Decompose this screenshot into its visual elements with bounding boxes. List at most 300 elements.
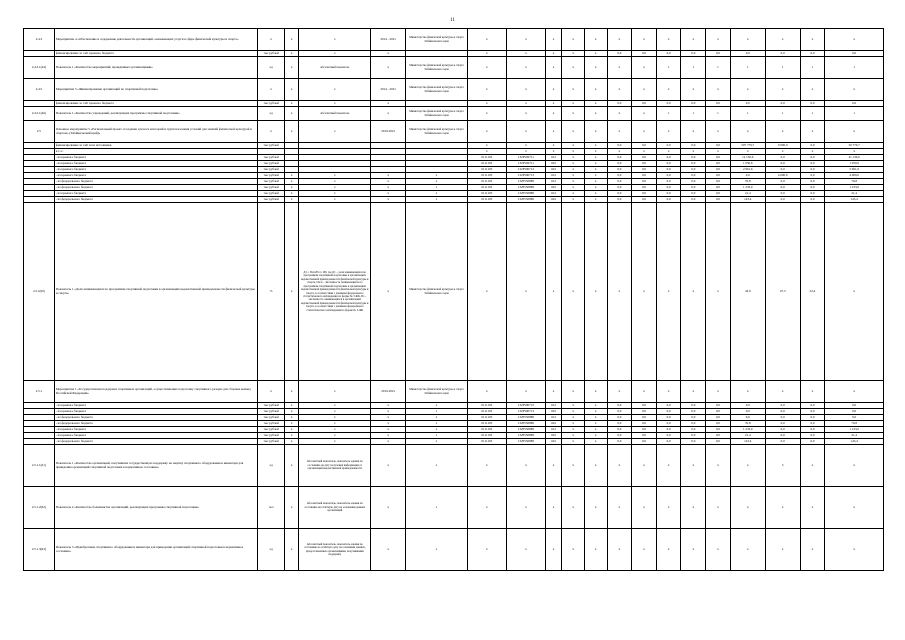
- row-code: 2.4.3.1(44): [24, 57, 55, 79]
- table-cell: х: [656, 445, 681, 487]
- table-cell: 622: [545, 197, 561, 203]
- table-cell: х: [562, 445, 585, 487]
- table-cell: 0,0: [632, 179, 657, 185]
- table-cell: 0,0: [632, 51, 657, 57]
- table-cell: 132Р500713: [506, 173, 545, 179]
- table-cell: х: [284, 179, 298, 185]
- row-code: 2.4.5: [24, 79, 55, 101]
- table-cell: 0,0: [765, 439, 800, 445]
- row-code: 2.5.1.1(61): [24, 445, 55, 487]
- table-cell: х: [545, 79, 561, 101]
- table-cell: х: [299, 427, 371, 433]
- table-cell: 612: [545, 427, 561, 433]
- table-cell: тыс рублей: [258, 167, 285, 173]
- table-cell: 0,0: [765, 197, 800, 203]
- table-cell: х: [632, 203, 657, 381]
- table-cell: 2019-2021: [371, 381, 406, 403]
- table-cell: 0,0: [800, 197, 825, 203]
- table-cell: 0,0: [681, 415, 706, 421]
- table-cell: 1: [825, 57, 884, 79]
- table-cell: 132Р500711: [506, 155, 545, 161]
- table-cell: 0,0: [681, 409, 706, 415]
- table-cell: х: [730, 381, 765, 403]
- table-cell: 0,0: [607, 101, 632, 107]
- table-row: [24, 203, 884, 381]
- table-cell: х: [299, 433, 371, 439]
- table-cell: 143,4: [730, 197, 765, 203]
- table-cell: х: [545, 149, 561, 155]
- table-cell: тыс рублей: [258, 161, 285, 167]
- table-cell: 0,0: [607, 167, 632, 173]
- table-cell: х: [371, 439, 406, 445]
- table-cell: х: [545, 121, 561, 143]
- table-cell: х: [632, 487, 657, 529]
- table-cell: 0111103: [467, 191, 506, 197]
- table-cell: 0,0: [632, 403, 657, 409]
- table-cell: х: [406, 421, 468, 427]
- table-cell: 0,0: [656, 185, 681, 191]
- table-cell: х: [632, 79, 657, 101]
- table-cell: 0,0: [632, 173, 657, 179]
- table-cell: 2019-2021: [371, 121, 406, 143]
- row-description: финансирование за счёт краевого бюджета: [54, 51, 257, 57]
- table-cell: 0111103: [467, 197, 506, 203]
- table-cell: х: [562, 403, 585, 409]
- table-cell: х: [545, 487, 561, 529]
- table-cell: 0,0: [632, 427, 657, 433]
- table-cell: х: [562, 51, 585, 57]
- table-cell: х: [371, 57, 406, 79]
- table-cell: 0,0: [656, 51, 681, 57]
- table-cell: х: [656, 79, 681, 101]
- table-cell: 612: [545, 155, 561, 161]
- table-cell: х: [284, 51, 298, 57]
- table-cell: 0,0: [730, 101, 765, 107]
- row-description: Показатель 1 «Количество учреждений, реализующих программы спортивной подготовки»: [54, 107, 257, 121]
- table-cell: х: [706, 121, 731, 143]
- table-cell: х: [284, 191, 298, 197]
- row-description: - из федерального бюджета: [54, 439, 257, 445]
- table-cell: х: [765, 381, 800, 403]
- table-cell: х: [706, 529, 731, 571]
- table-cell: 0,0: [632, 415, 657, 421]
- table-cell: х: [681, 149, 706, 155]
- table-cell: х: [284, 57, 298, 79]
- table-cell: х: [765, 487, 800, 529]
- table-cell: 612: [545, 179, 561, 185]
- table-cell: 0,0: [765, 427, 800, 433]
- table-cell: х: [730, 445, 765, 487]
- row-description: - из федерального бюджета: [54, 421, 257, 427]
- table-cell: х: [562, 421, 585, 427]
- table-cell: 0,0: [800, 403, 825, 409]
- table-cell: 0,0: [632, 439, 657, 445]
- table-cell: 0111103: [467, 155, 506, 161]
- table-cell: 1 233,0: [825, 427, 884, 433]
- table-cell: 1: [706, 57, 731, 79]
- table-cell: х: [632, 107, 657, 121]
- table-cell: 1 233,0: [825, 185, 884, 191]
- table-cell: х: [406, 179, 468, 185]
- table-cell: х: [467, 487, 506, 529]
- table-cell: х: [284, 529, 298, 571]
- table-cell: х: [299, 421, 371, 427]
- table-cell: 0,0: [765, 161, 800, 167]
- table-cell: 0,0: [825, 403, 884, 409]
- table-cell: 612: [545, 173, 561, 179]
- table-cell: х: [371, 409, 406, 415]
- table-cell: 0111103: [467, 403, 506, 409]
- table-cell: х: [406, 185, 468, 191]
- table-cell: Абсолютный показатель: [299, 57, 371, 79]
- table-cell: 1 050,6: [825, 161, 884, 167]
- table-cell: 0,0: [706, 161, 731, 167]
- table-cell: 0,0: [681, 197, 706, 203]
- row-description: Основное мероприятие 5 «Региональный проект «Создание для всех категорий и групп населения условий для занятий физической культурой и спортом» (Забайкальский край)»: [54, 121, 257, 143]
- table-cell: 0,0: [706, 51, 731, 57]
- table-cell: х: [584, 433, 607, 439]
- table-cell: х: [800, 29, 825, 51]
- table-cell: х: [545, 107, 561, 121]
- page-number: 11: [450, 18, 455, 23]
- table-cell: х: [284, 185, 298, 191]
- table-cell: 622: [545, 161, 561, 167]
- table-cell: х: [584, 191, 607, 197]
- table-cell: х: [562, 155, 585, 161]
- table-cell: х: [299, 403, 371, 409]
- table-cell: х: [467, 203, 506, 381]
- table-cell: х: [545, 445, 561, 487]
- table-cell: х: [632, 149, 657, 155]
- table-cell: 1: [656, 57, 681, 79]
- table-cell: х: [765, 149, 800, 155]
- table-cell: х: [584, 107, 607, 121]
- table-cell: х: [584, 185, 607, 191]
- table-cell: 0,0: [706, 173, 731, 179]
- table-cell: х: [371, 433, 406, 439]
- table-cell: х: [607, 29, 632, 51]
- table-cell: 0111103: [467, 433, 506, 439]
- table-cell: х: [765, 79, 800, 101]
- table-row: [24, 487, 884, 529]
- table-cell: 0111103: [467, 409, 506, 415]
- table-cell: 0111103: [467, 421, 506, 427]
- table-cell: х: [284, 409, 298, 415]
- table-cell: 622: [545, 185, 561, 191]
- table-cell: х: [584, 203, 607, 381]
- table-cell: 0,0: [681, 439, 706, 445]
- table-cell: 132Р500712: [506, 403, 545, 409]
- table-cell: х: [371, 427, 406, 433]
- table-cell: 21,4: [730, 433, 765, 439]
- table-cell: х: [562, 409, 585, 415]
- row-description: Показатель 1 «Количество мероприятий, проведённых организациями»: [54, 57, 257, 79]
- table-cell: х: [284, 421, 298, 427]
- table-cell: х: [706, 29, 731, 51]
- table-cell: х: [284, 121, 298, 143]
- row-description: - из краевого бюджета: [54, 161, 257, 167]
- table-row: [24, 121, 884, 143]
- table-cell: х: [371, 197, 406, 203]
- table-cell: х: [584, 421, 607, 427]
- table-cell: х: [607, 487, 632, 529]
- table-cell: тыс рублей: [258, 433, 285, 439]
- row-code: 2.4.5.1(46): [24, 107, 55, 121]
- table-cell: 0,0: [656, 179, 681, 185]
- row-description: Показатель 1 «Доля занимающихся по программам спортивной подготовки в организациях ведомственной принадлежности физической культуры и спорта»: [54, 203, 257, 381]
- table-cell: тыс рублей: [258, 51, 285, 57]
- table-cell: х: [506, 487, 545, 529]
- table-cell: х: [299, 121, 371, 143]
- table-cell: х: [506, 445, 545, 487]
- row-code: 2.5.1(60): [24, 203, 55, 381]
- table-cell: 0,0: [706, 143, 731, 149]
- table-cell: х: [545, 203, 561, 381]
- table-cell: 0,0: [765, 433, 800, 439]
- table-cell: Абсолютный показатель: [299, 107, 371, 121]
- table-cell: 1: [730, 107, 765, 121]
- table-cell: х: [681, 29, 706, 51]
- table-cell: х: [371, 185, 406, 191]
- table-cell: 0,0: [632, 155, 657, 161]
- table-cell: Министерство физической культуры и спорта Забайкальского края: [406, 79, 468, 101]
- table-cell: 0,0: [656, 191, 681, 197]
- table-cell: х: [284, 381, 298, 403]
- table-row: [24, 29, 884, 51]
- table-cell: х: [467, 107, 506, 121]
- table-cell: 1: [765, 57, 800, 79]
- table-cell: 0,0: [730, 409, 765, 415]
- table-cell: х: [506, 57, 545, 79]
- table-cell: х: [730, 29, 765, 51]
- table-cell: х: [562, 433, 585, 439]
- table-cell: 0,0: [681, 427, 706, 433]
- table-cell: 0,0: [765, 179, 800, 185]
- row-description: - из краевого бюджета: [54, 403, 257, 409]
- table-cell: 0,0: [656, 197, 681, 203]
- table-cell: х: [284, 79, 298, 101]
- table-cell: 0,0: [607, 161, 632, 167]
- table-cell: 0,0: [706, 179, 731, 185]
- table-cell: 1: [681, 107, 706, 121]
- table-cell: х: [607, 121, 632, 143]
- table-cell: 0,0: [632, 101, 657, 107]
- table-cell: 0,0: [765, 191, 800, 197]
- table-cell: х: [562, 179, 585, 185]
- row-description: финансирование за счёт всех источников: [54, 143, 257, 149]
- table-cell: Абсолютный показатель, показатель оценки по состоянию на отчётную дату на основании данных организаций: [299, 487, 371, 529]
- row-code: 2.5.1.2(62): [24, 487, 55, 529]
- row-description: - из краевого бюджета: [54, 173, 257, 179]
- table-cell: 0,0: [632, 197, 657, 203]
- table-cell: тыс рублей: [258, 197, 285, 203]
- table-cell: 4 000,0: [825, 173, 884, 179]
- table-cell: тыс рублей: [258, 155, 285, 161]
- table-cell: х: [371, 51, 406, 57]
- table-cell: 4 000,0: [765, 173, 800, 179]
- table-cell: х: [562, 107, 585, 121]
- table-cell: 0,0: [656, 403, 681, 409]
- table-cell: 0,0: [681, 101, 706, 107]
- table-cell: 0,0: [632, 161, 657, 167]
- table-cell: 0,0: [800, 179, 825, 185]
- table-cell: х: [584, 79, 607, 101]
- table-cell: 0,0: [800, 439, 825, 445]
- table-cell: 622: [545, 421, 561, 427]
- table-cell: Министерство физической культуры и спорта Забайкальского края: [406, 381, 468, 403]
- table-cell: х: [371, 179, 406, 185]
- table-cell: 0,0: [656, 101, 681, 107]
- table-cell: 143,4: [825, 197, 884, 203]
- table-cell: 132Р500711: [506, 161, 545, 167]
- table-cell: тыс рублей: [258, 191, 285, 197]
- table-cell: х: [284, 29, 298, 51]
- table-cell: 0,0: [825, 51, 884, 57]
- table-cell: 1: [681, 57, 706, 79]
- table-cell: х: [467, 121, 506, 143]
- table-cell: х: [299, 173, 371, 179]
- table-cell: ед: [258, 529, 285, 571]
- table-cell: х: [562, 29, 585, 51]
- table-cell: 622: [545, 439, 561, 445]
- row-description: Мероприятие 4 «Обеспечение и содержание деятельности организаций, оказывающих услуги в сфере физической культуры и спорта»: [54, 29, 257, 51]
- table-cell: 21,4: [825, 191, 884, 197]
- table-cell: х: [825, 79, 884, 101]
- table-cell: 0111103: [467, 415, 506, 421]
- table-cell: 0,0: [681, 167, 706, 173]
- table-cell: 52,4: [800, 203, 825, 381]
- row-description: - из краевого бюджета: [54, 167, 257, 173]
- table-cell: 0,0: [765, 409, 800, 415]
- table-cell: х: [825, 381, 884, 403]
- table-cell: х: [506, 149, 545, 155]
- table-cell: х: [584, 51, 607, 57]
- table-cell: 0,0: [800, 101, 825, 107]
- table-cell: х: [800, 445, 825, 487]
- table-cell: 0,0: [706, 101, 731, 107]
- table-cell: х: [562, 167, 585, 173]
- table-cell: х: [681, 203, 706, 381]
- table-cell: 132Р5508Ю: [506, 185, 545, 191]
- table-cell: 0,0: [800, 421, 825, 427]
- row-description: финансирование за счёт краевого бюджета: [54, 101, 257, 107]
- table-cell: 0,0: [765, 155, 800, 161]
- table-cell: 0,0: [800, 161, 825, 167]
- table-cell: х: [584, 197, 607, 203]
- table-cell: х: [406, 439, 468, 445]
- table-cell: 0,0: [706, 415, 731, 421]
- table-cell: х: [584, 149, 607, 155]
- table-cell: х: [299, 51, 371, 57]
- table-cell: 0,0: [681, 161, 706, 167]
- table-cell: х: [632, 529, 657, 571]
- table-cell: х: [706, 445, 731, 487]
- table-cell: х: [562, 173, 585, 179]
- table-cell: 1 050,6: [730, 161, 765, 167]
- row-description: - из краевого бюджета: [54, 155, 257, 161]
- table-cell: 1: [706, 107, 731, 121]
- table-cell: х: [545, 51, 561, 57]
- row-code: 2.4.3: [24, 29, 55, 51]
- table-cell: 0,0: [825, 415, 884, 421]
- table-cell: х: [607, 107, 632, 121]
- table-cell: х: [800, 487, 825, 529]
- table-cell: х: [730, 79, 765, 101]
- table-cell: 0,0: [607, 155, 632, 161]
- table-row: [24, 107, 884, 121]
- table-cell: 2 961,6: [730, 167, 765, 173]
- table-cell: 132Р5508Ю: [506, 421, 545, 427]
- table-cell: х: [562, 191, 585, 197]
- table-cell: х: [825, 445, 884, 487]
- table-cell: 0,0: [765, 421, 800, 427]
- table-cell: х: [607, 529, 632, 571]
- table-cell: х: [299, 79, 371, 101]
- table-cell: 622: [545, 167, 561, 173]
- table-cell: Министерство физической культуры и спорта Забайкальского края: [406, 57, 468, 79]
- row-description: - из краевого бюджета: [54, 433, 257, 439]
- table-cell: Министерство физической культуры и спорта Забайкальского края: [406, 29, 468, 51]
- table-cell: х: [545, 143, 561, 149]
- table-cell: 1 233,0: [730, 185, 765, 191]
- table-cell: х: [800, 79, 825, 101]
- table-cell: 5: [765, 445, 800, 487]
- table-cell: х: [467, 529, 506, 571]
- table-cell: 0,0: [607, 185, 632, 191]
- table-cell: х: [467, 445, 506, 487]
- table-cell: тыс рублей: [258, 415, 285, 421]
- table-cell: х: [584, 29, 607, 51]
- table-cell: чел: [258, 487, 285, 529]
- table-cell: 0,0: [656, 409, 681, 415]
- table-cell: х: [584, 161, 607, 167]
- table-cell: х: [656, 121, 681, 143]
- row-description: - из краевого бюджета: [54, 191, 257, 197]
- table-cell: х: [607, 203, 632, 381]
- table-cell: 0,0: [730, 173, 765, 179]
- table-cell: 0,0: [765, 101, 800, 107]
- table-cell: х: [258, 381, 285, 403]
- table-cell: 612: [545, 403, 561, 409]
- table-cell: х: [562, 149, 585, 155]
- table-cell: 21,4: [825, 433, 884, 439]
- table-cell: 0,0: [607, 439, 632, 445]
- table-cell: х: [584, 173, 607, 179]
- table-cell: х: [681, 121, 706, 143]
- table-cell: 1: [825, 107, 884, 121]
- table-cell: х: [506, 203, 545, 381]
- table-cell: х: [584, 403, 607, 409]
- table-cell: х: [562, 121, 585, 143]
- table-cell: 0,0: [800, 427, 825, 433]
- table-cell: тыс рублей: [258, 185, 285, 191]
- table-cell: х: [467, 57, 506, 79]
- row-description: Показатель 3 «Приобретение спортивного оборудования и инвентаря для приведения организаций спортивной подготовки в нормативное состояние»: [54, 529, 257, 571]
- table-cell: 0111103: [467, 439, 506, 445]
- table-cell: 132Р5508Ю: [506, 191, 545, 197]
- table-cell: тыс рублей: [258, 173, 285, 179]
- table-cell: 132Р5508Ю: [506, 439, 545, 445]
- table-cell: 0,0: [681, 185, 706, 191]
- table-cell: х: [765, 29, 800, 51]
- table-cell: 0,0: [706, 155, 731, 161]
- table-cell: х: [706, 381, 731, 403]
- table-cell: 507 779,7: [730, 143, 765, 149]
- table-cell: 0,0: [656, 161, 681, 167]
- table-cell: х: [284, 107, 298, 121]
- table-cell: х: [406, 427, 468, 433]
- table-cell: х: [406, 445, 468, 487]
